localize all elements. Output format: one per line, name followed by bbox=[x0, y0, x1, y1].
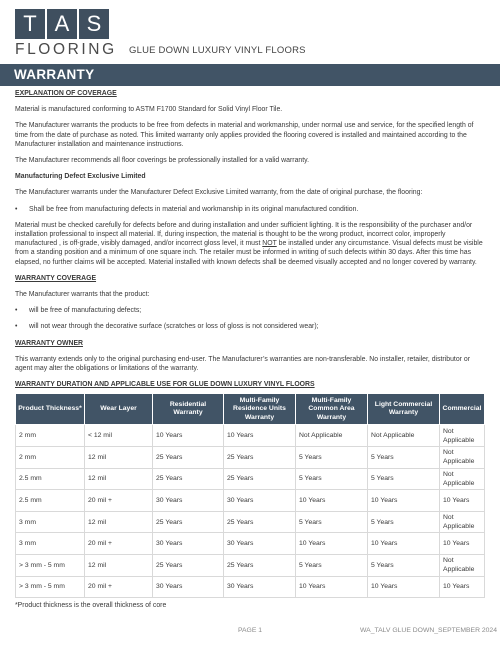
column-header: Product Thickness* bbox=[16, 394, 85, 425]
table-cell: 25 Years bbox=[153, 555, 224, 577]
table-cell: 10 Years bbox=[440, 576, 485, 598]
table-cell: 5 Years bbox=[296, 447, 368, 469]
table-cell: 5 Years bbox=[368, 468, 440, 490]
coverage-bullet bbox=[15, 306, 485, 315]
column-header: Commercial bbox=[440, 394, 485, 425]
owner-text: This warranty extends only to the original purchasing end-user. The Manufacturer’s warranties are non-transferable. No installer, retailer, distributor or agent may alter the obligations or limitations of the warranty. bbox=[15, 355, 471, 373]
defect-bullet-text: Shall be free from manufacturing defects in material and workmanship in its original manufactured condition. bbox=[29, 205, 359, 213]
warranty-duration-table bbox=[15, 393, 485, 598]
table-cell: 5 Years bbox=[296, 511, 368, 533]
coverage-bullet bbox=[15, 322, 485, 331]
table-cell: 12 mil bbox=[85, 555, 153, 577]
table-cell: 30 Years bbox=[224, 576, 296, 598]
coverage-heading: WARRANTY COVERAGE bbox=[15, 274, 97, 282]
table-cell: 12 mil bbox=[85, 447, 153, 469]
table-row bbox=[16, 490, 485, 512]
column-header: Residential Warranty bbox=[153, 394, 224, 425]
warranty-content bbox=[15, 89, 485, 610]
explanation-paragraph-2: The Manufacturer warrants the products to be free from defects in material and workmanship, under normal use and service, for the specified length of time from the date of purchase as noted. This limited warranty only applies provided the flooring covered is installed and maintained according to the Manufacturer installation and maintenance instructions. bbox=[15, 122, 474, 148]
column-header: Light Commercial Warranty bbox=[368, 394, 440, 425]
document-code: WA_TALV GLUE DOWN_SEPTEMBER 2024 bbox=[360, 627, 497, 634]
table-cell: 10 Years bbox=[296, 576, 368, 598]
logo-tas bbox=[15, 9, 117, 39]
bullet-dot: • bbox=[15, 323, 18, 331]
table-cell: 30 Years bbox=[224, 533, 296, 555]
table-row bbox=[16, 533, 485, 555]
logo-letter-t: T bbox=[15, 9, 45, 39]
table-cell: 5 Years bbox=[296, 468, 368, 490]
table-cell: Not Applicable bbox=[440, 555, 485, 577]
table-header-row bbox=[16, 394, 485, 425]
table-cell: 25 Years bbox=[153, 468, 224, 490]
table-footnote: *Product thickness is the overall thickness of core bbox=[15, 602, 167, 610]
table-cell: 30 Years bbox=[153, 490, 224, 512]
table-cell: 10 Years bbox=[368, 533, 440, 555]
logo-wordmark: FLOORING bbox=[15, 41, 117, 58]
table-cell: 2.5 mm bbox=[16, 490, 85, 512]
explanation-heading: EXPLANATION OF COVERAGE bbox=[15, 90, 117, 97]
table-cell: < 12 mil bbox=[85, 425, 153, 447]
table-row bbox=[16, 555, 485, 577]
table-cell: 3 mm bbox=[16, 533, 85, 555]
defect-bullet bbox=[15, 205, 485, 214]
table-cell: 25 Years bbox=[224, 511, 296, 533]
table-cell: 2 mm bbox=[16, 425, 85, 447]
table-row bbox=[16, 425, 485, 447]
explanation-paragraph-1: Material is manufactured conforming to ASTM F1700 Standard for Solid Vinyl Floor Tile. bbox=[15, 106, 283, 114]
table-cell: 10 Years bbox=[224, 425, 296, 447]
table-row bbox=[16, 511, 485, 533]
page-number: PAGE 1 bbox=[238, 627, 263, 634]
table-cell: Not Applicable bbox=[296, 425, 368, 447]
table-cell: 20 mil + bbox=[85, 576, 153, 598]
table-cell: 5 Years bbox=[368, 511, 440, 533]
table-cell: 30 Years bbox=[153, 533, 224, 555]
table-cell: 20 mil + bbox=[85, 490, 153, 512]
table-cell: > 3 mm - 5 mm bbox=[16, 555, 85, 577]
table-cell: Not Applicable bbox=[368, 425, 440, 447]
defect-paragraph-2 bbox=[15, 221, 485, 267]
column-header: Multi-Family Residence Units Warranty bbox=[224, 394, 296, 425]
bullet-dot: • bbox=[15, 307, 18, 315]
coverage-bullet-text: will not wear through the decorative surface (scratches or loss of gloss is not considered wear); bbox=[29, 323, 319, 331]
brand-logo bbox=[15, 9, 117, 59]
coverage-intro: The Manufacturer warrants that the product: bbox=[15, 291, 150, 299]
table-cell: 10 Years bbox=[296, 490, 368, 512]
table-row bbox=[16, 468, 485, 490]
coverage-bullet-text: will be free of manufacturing defects; bbox=[29, 307, 142, 315]
table-cell: 25 Years bbox=[224, 555, 296, 577]
table-cell: 3 mm bbox=[16, 511, 85, 533]
table-cell: 10 Years bbox=[153, 425, 224, 447]
table-cell: Not Applicable bbox=[440, 447, 485, 469]
title-bar bbox=[0, 64, 500, 86]
bullet-dot: • bbox=[15, 205, 18, 213]
page-title: WARRANTY bbox=[14, 67, 95, 82]
table-cell: 10 Years bbox=[368, 490, 440, 512]
table-cell: Not Applicable bbox=[440, 425, 485, 447]
defect-paragraph-2-part-b: be installed under any circumstance. Visual defects must be visible from a standing position and a minimum of one square inch. The retailer must be informed in writing of such defects within 30 days. After this time has elapsed, no further claims will be accepted. Material installed with known defects shall be deemed visually accepted and no longer covered by warranty. bbox=[15, 240, 483, 266]
defect-paragraph-2-part-a: Material must be checked carefully for defects before and during installation and under sufficient lighting. It is the responsibility of the purchaser and/or installation professional to inspect all material. If, during inspection, the material is thought to be the wrong product, incorrect color, improperly manufactured , is off-grade, visibly damaged, and/or incorrect gloss level, it must bbox=[15, 221, 473, 248]
explanation-paragraph-3: The Manufacturer recommends all floor coverings be professionally installed for a valid warranty. bbox=[15, 157, 310, 165]
table-cell: 25 Years bbox=[153, 511, 224, 533]
table-cell: 30 Years bbox=[224, 490, 296, 512]
table-cell: 25 Years bbox=[224, 447, 296, 469]
table-cell: 30 Years bbox=[153, 576, 224, 598]
table-cell: 25 Years bbox=[153, 447, 224, 469]
table-cell: 12 mil bbox=[85, 511, 153, 533]
table-cell: > 3 mm - 5 mm bbox=[16, 576, 85, 598]
logo-letter-s: S bbox=[79, 9, 109, 39]
defect-heading: Manufacturing Defect Exclusive Limited bbox=[15, 173, 146, 181]
table-cell: 10 Years bbox=[440, 533, 485, 555]
duration-heading: WARRANTY DURATION AND APPLICABLE USE FOR GLUE DOWN LUXURY VINYL FLOORS bbox=[15, 381, 315, 389]
table-cell: 20 mil + bbox=[85, 533, 153, 555]
table-cell: 10 Years bbox=[296, 533, 368, 555]
owner-heading: WARRANTY OWNER bbox=[15, 339, 84, 347]
table-row bbox=[16, 447, 485, 469]
table-cell: Not Applicable bbox=[440, 468, 485, 490]
document-subtitle: GLUE DOWN LUXURY VINYL FLOORS bbox=[129, 45, 306, 56]
column-header: Multi-Family Common Area Warranty bbox=[296, 394, 368, 425]
defect-paragraph-1: The Manufacturer warrants under the Manufacturer Defect Exclusive Limited warranty, from the date of original purchase, the flooring: bbox=[15, 189, 423, 197]
logo-letter-a: A bbox=[47, 9, 77, 39]
column-header: Wear Layer bbox=[85, 394, 153, 425]
table-cell: 10 Years bbox=[440, 490, 485, 512]
table-cell: 12 mil bbox=[85, 468, 153, 490]
table-cell: 2.5 mm bbox=[16, 468, 85, 490]
table-cell: 25 Years bbox=[224, 468, 296, 490]
table-cell: 10 Years bbox=[368, 576, 440, 598]
table-cell: 5 Years bbox=[368, 555, 440, 577]
table-cell: Not Applicable bbox=[440, 511, 485, 533]
table-cell: 2 mm bbox=[16, 447, 85, 469]
table-cell: 5 Years bbox=[296, 555, 368, 577]
table-row bbox=[16, 576, 485, 598]
table-cell: 5 Years bbox=[368, 447, 440, 469]
defect-not-emphasis: NOT bbox=[262, 240, 277, 248]
